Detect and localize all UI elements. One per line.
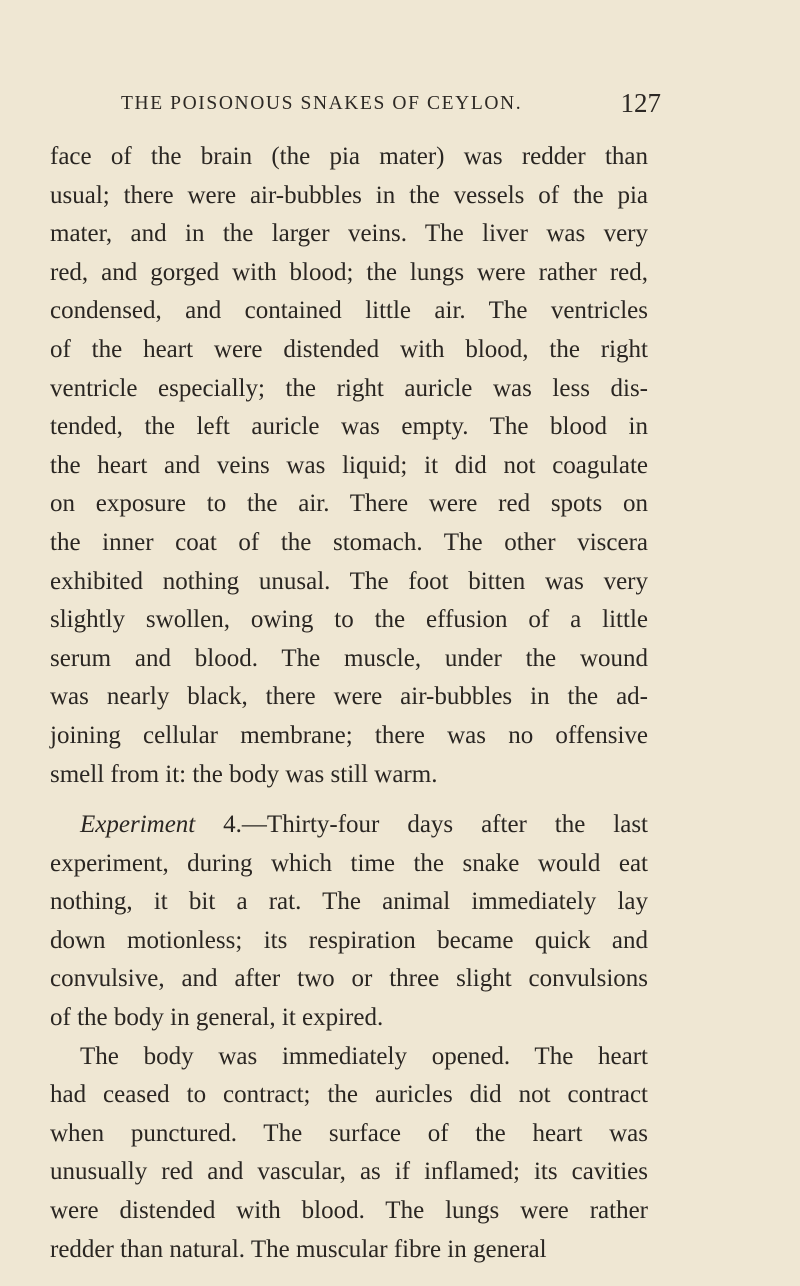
text-run: The body was immediately opened. The heart xyxy=(80,1042,648,1070)
paragraph-experiment-4 xyxy=(50,806,648,1038)
text-line: on exposure to the air. There were red spots on xyxy=(50,490,648,518)
text-line: face of the brain (the pia mater) was redder than xyxy=(50,143,648,170)
text-line: usual; there were air-bubbles in the vessels of the pia xyxy=(50,181,648,209)
text-line: when punctured. The surface of the heart was xyxy=(50,1119,648,1147)
text-line: was nearly black, there were air-bubbles in the ad- xyxy=(50,683,648,711)
text-run: 4.—Thirty-four days after the last xyxy=(195,811,648,839)
text-line: of the heart were distended with blood, the right xyxy=(50,335,648,363)
paragraph xyxy=(50,1038,648,1270)
text-line: had ceased to contract; the auricles did not contract xyxy=(50,1081,648,1109)
running-head xyxy=(121,88,661,122)
text-line: slightly swollen, owing to the effusion of a little xyxy=(50,606,648,634)
experiment-heading: Experiment xyxy=(80,811,196,839)
text-line: the heart and veins was liquid; it did not coagulate xyxy=(50,451,648,479)
text-line: red, and gorged with blood; the lungs were rather red, xyxy=(50,258,648,286)
text-line: tended, the left auricle was empty. The blood in xyxy=(50,413,648,441)
body-text xyxy=(50,138,648,1269)
page-number: 127 xyxy=(620,88,661,118)
text-line: exhibited nothing unusal. The foot bitten was very xyxy=(50,567,648,595)
text-line: joining cellular membrane; there was no offensive xyxy=(50,721,648,749)
text-line: of the body in general, it expired. xyxy=(50,1004,384,1032)
text-line: were distended with blood. The lungs were rather xyxy=(50,1197,648,1225)
text-line xyxy=(50,806,648,845)
text-line: unusually red and vascular, as if inflamed; its cavities xyxy=(50,1158,648,1186)
text-line: the inner coat of the stomach. The other viscera xyxy=(50,528,648,556)
text-line: condensed, and contained little air. The ventricles xyxy=(50,297,648,325)
text-line: down motionless; its respiration became quick and xyxy=(50,926,648,954)
text-line: ventricle especially; the right auricle was less dis- xyxy=(50,374,648,402)
text-line: smell from it: the body was still warm. xyxy=(50,760,438,788)
paragraph xyxy=(50,138,648,794)
text-line: serum and blood. The muscle, under the wound xyxy=(50,644,648,672)
text-line xyxy=(50,1038,648,1077)
text-line: convulsive, and after two or three slight convulsions xyxy=(50,965,648,993)
text-line: experiment, during which time the snake would eat xyxy=(50,849,648,877)
text-line: mater, and in the larger veins. The liver was very xyxy=(50,220,648,248)
running-title: THE POISONOUS SNAKES OF CEYLON. xyxy=(121,93,523,114)
text-line: nothing, it bit a rat. The animal immediately lay xyxy=(50,888,648,916)
text-line: redder than natural. The muscular fibre in general xyxy=(50,1235,547,1263)
